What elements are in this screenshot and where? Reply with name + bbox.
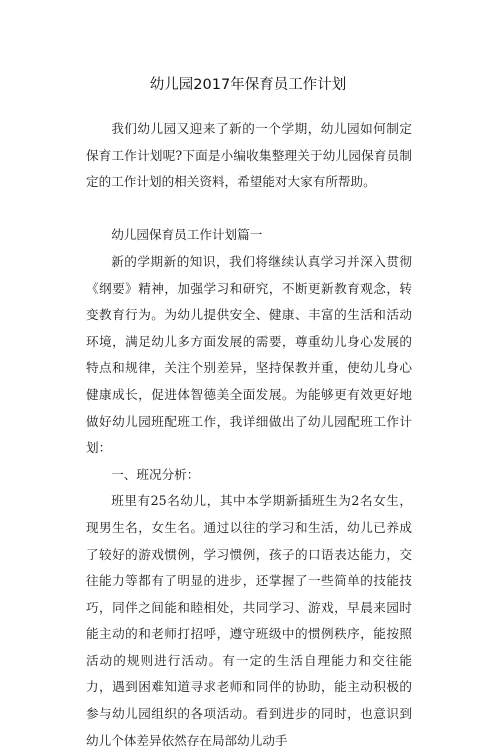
intro-paragraph: 我们幼儿园又迎来了新的一个学期，幼儿园如何制定保育工作计划呢?下面是小编收集整理关于幼儿园保育员制定的工作计划的相关资料，希望能对大家有所帮助。 — [86, 121, 412, 190]
section-heading: 幼儿园保育员工作计划篇一 — [111, 227, 263, 243]
body-paragraph-1: 新的学期新的知识，我们将继续认真学习并深入贯彻《纲要》精神，加强学习和研究，不断更新教育观念，转变教育行为。为幼儿提供安全、健康、丰富的生活和活动环境，满足幼儿多方面发展的需要，尊重幼儿身心发展的特点和规律，关注个别差异，坚持保教并重，使幼儿身心健康成长，促进体智德美全面发展。为能够更有效更好地做好幼儿园班配班工作，我详细做出了幼儿园配班工作计划： — [86, 253, 412, 456]
subheading-class-analysis: 一、班况分析： — [111, 466, 200, 482]
body-paragraph-2: 班里有25名幼儿，其中本学期新插班生为2名女生，现男生名，女生名。通过以往的学习和生活，幼儿已养成了较好的游戏惯例，学习惯例，孩子的口语表达能力，交往能力等都有了明显的进步，还掌握了一些简单的技能技巧，同伴之间能和睦相处，共同学习、游戏，早晨来园时能主动的和老师打招呼，遵守班级中的惯例秩序，能按照活动的规则进行活动。有一定的生活自理能力和交往能力，遇到困难知道寻求老师和同伴的协助，能主动积极的参与幼儿园组织的各项活动。看到进步的同时，也意识到幼儿个体差异依然存在局部幼儿动手 — [86, 493, 412, 748]
document-body — [86, 116, 412, 754]
document-title: 幼儿园2017年保育员工作计划 — [149, 77, 347, 93]
paragraph-gap — [86, 196, 412, 223]
